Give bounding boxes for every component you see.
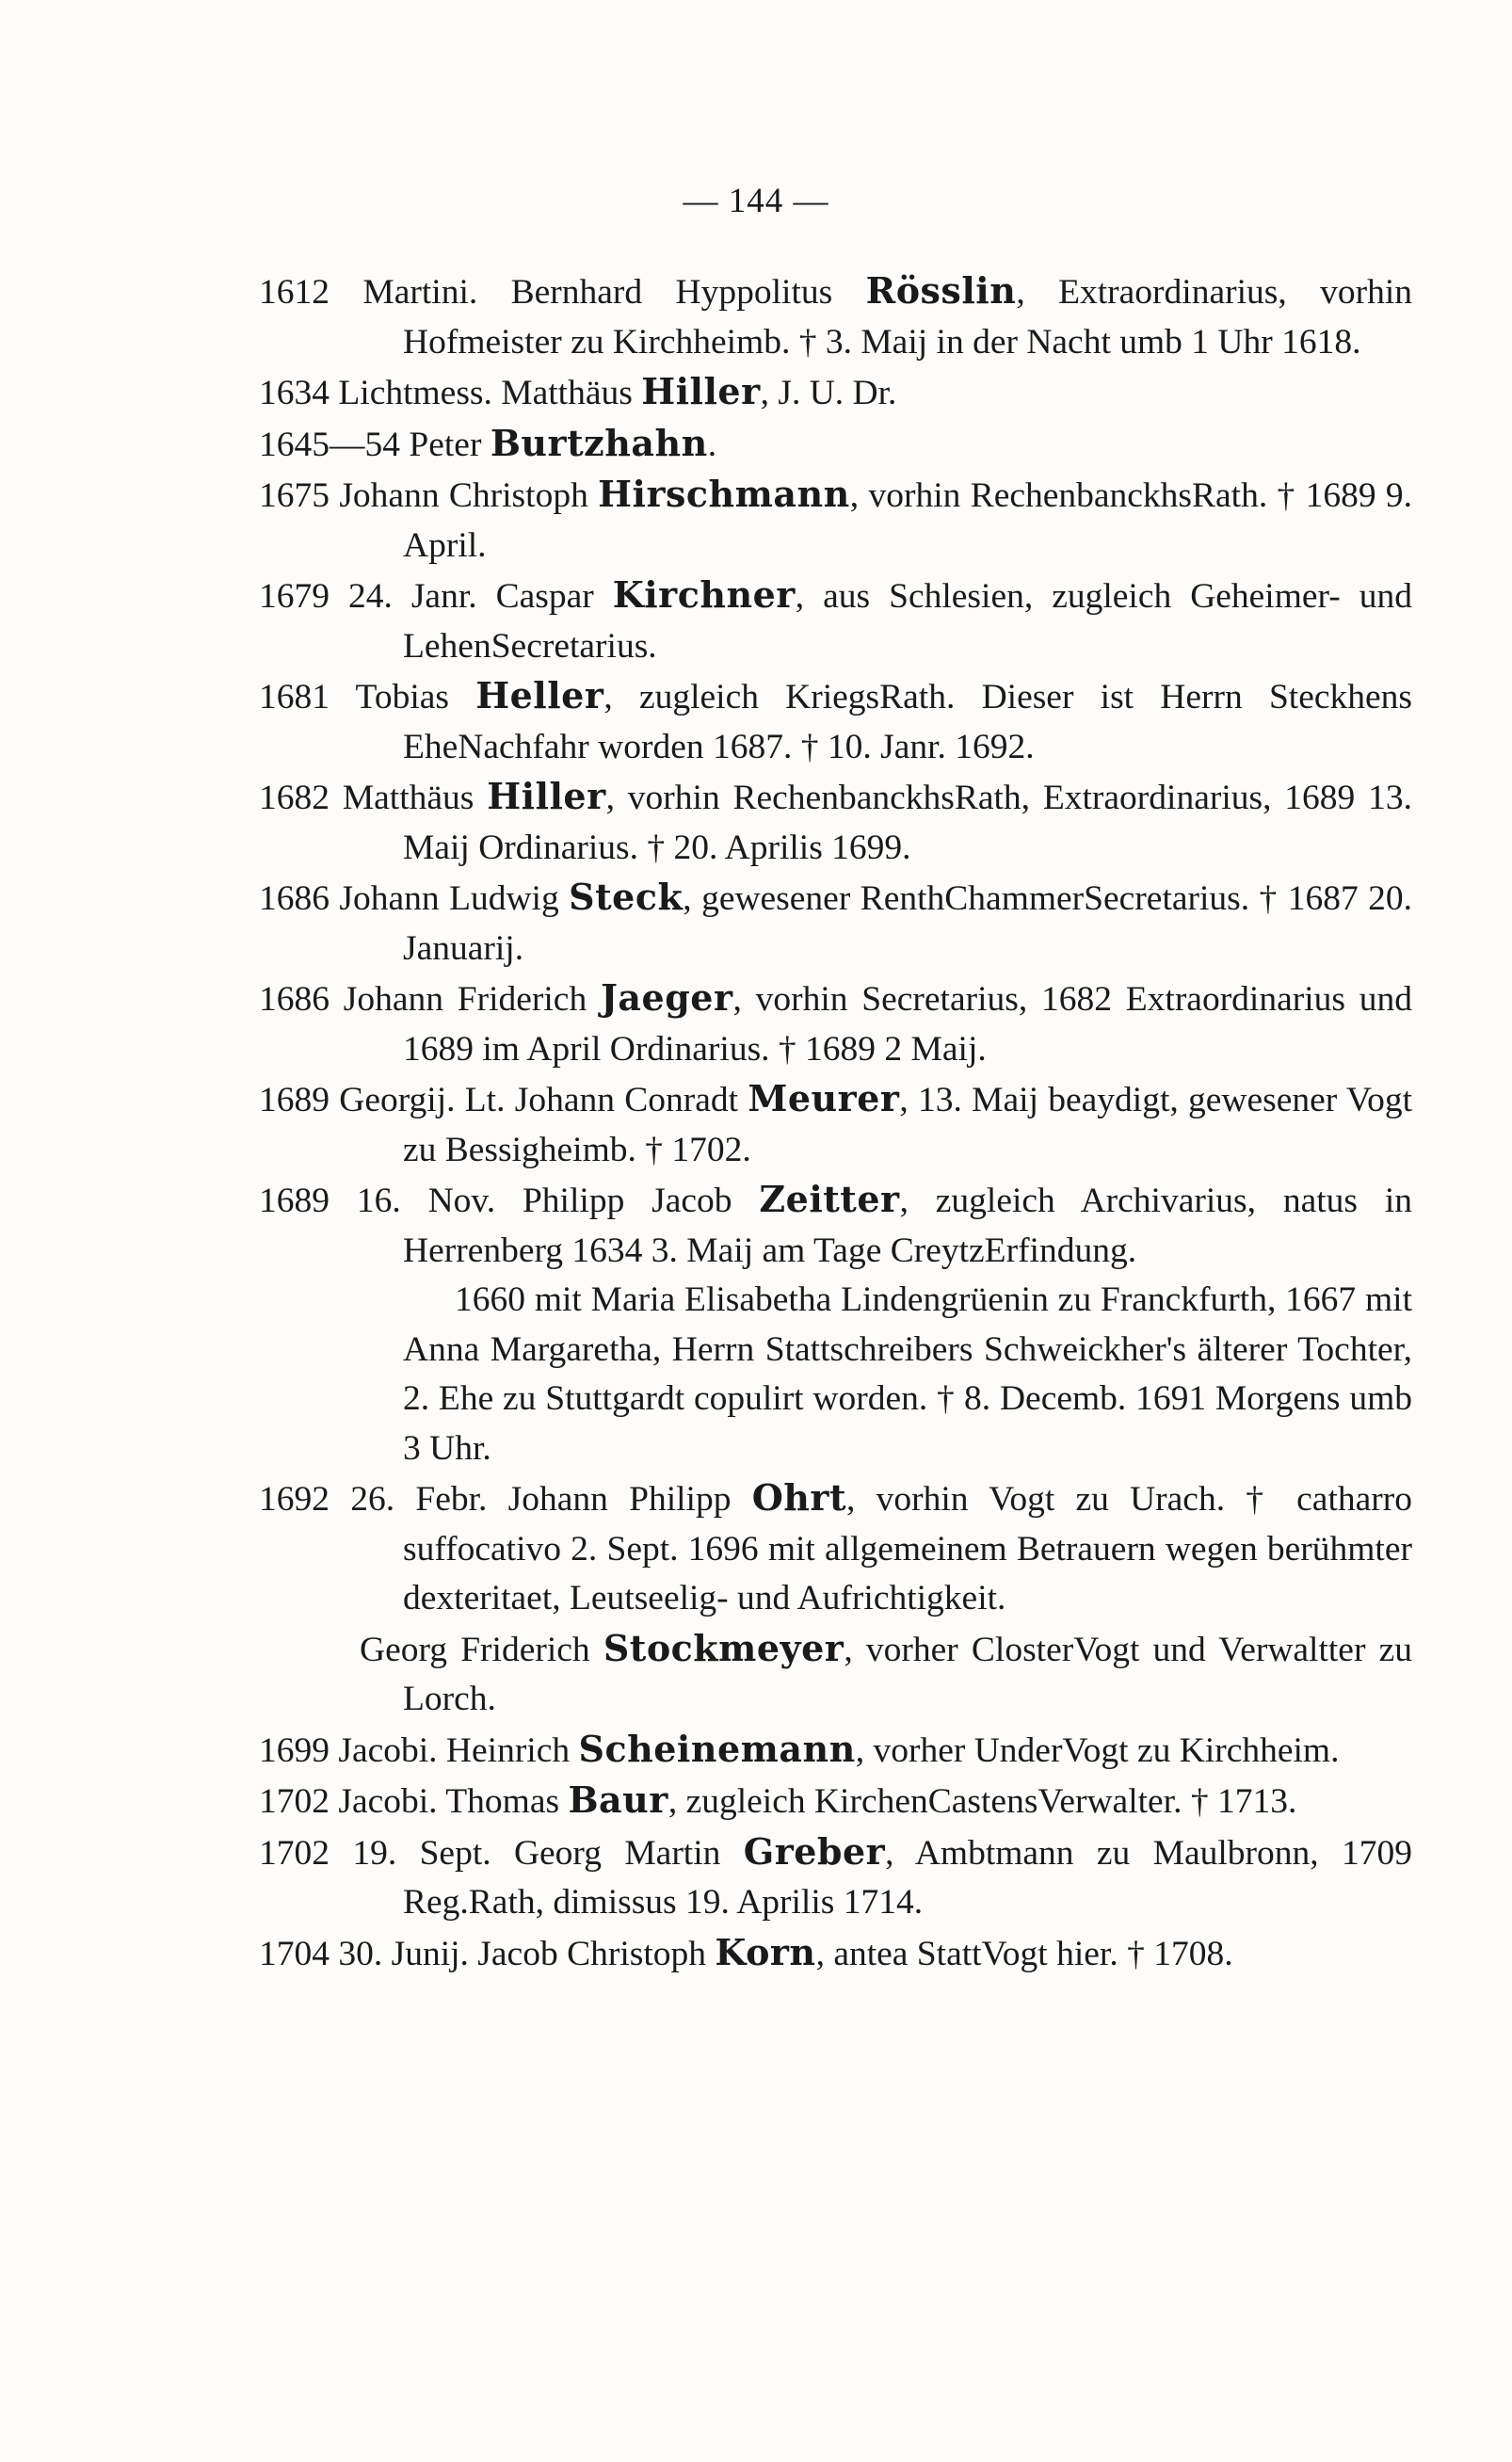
entry-text: , Ambtmann zu Maulbronn, 1709 Reg.Rath, dimissus 19. Aprilis 1714. [403,1833,1412,1922]
entry-text: Georg Friderich [360,1630,603,1669]
entry-name: Baur [568,1778,668,1821]
entry-text: , zugleich KriegsRath. Dieser ist Herrn Steckhens EheNachfahr worden 1687. † 10. Janr. 1692. [403,678,1412,766]
entries-list [259,266,1412,1979]
entry-text: , antea StattVogt hier. † 1708. [815,1934,1233,1973]
entry-text: 19. Sept. Georg Martin [352,1833,744,1873]
entry-text: , vorhin Secretarius, 1682 Extraordinarius und 1689 im April Ordinarius. † 1689 2 Maij. [403,980,1412,1069]
entry-text: , Extraordinarius, vorhin Hofmeister zu Kirchheimb. † 3. Maij in der Nacht umb 1 Uhr 1618. [403,273,1413,362]
list-item [259,571,1412,671]
entry-text: Peter [409,425,491,464]
entry-text: , zugleich Archivarius, natus in Herrenberg 1634 3. Maij am Tage CreytzErfindung. [403,1182,1413,1270]
entry-name: Heller [475,674,604,716]
list-item [259,1725,1412,1777]
entry-year: 1679 [259,577,348,616]
entry-year: 1699 [259,1730,339,1770]
entry-text: 24. Janr. Caspar [347,577,613,616]
entry-text: , zugleich KirchenCastensVerwalter. † 1713. [668,1782,1297,1821]
list-item-continuation [259,1276,1412,1473]
list-item [259,772,1412,873]
entry-name: Zeitter [759,1178,900,1220]
entry-text: 16. Nov. Philipp Jacob [356,1182,760,1220]
entry-name: Korn [715,1930,816,1973]
entry-year: 1681 [259,678,356,716]
entry-name: Jaeger [600,976,733,1019]
entry-year: 1689 [259,1081,340,1119]
entry-name: Scheinemann [578,1727,856,1770]
list-item [259,1175,1412,1276]
entry-text: , gewesener RenthChammerSecretarius. † 1687 20. Januarij. [403,879,1413,968]
entry-text: , vorhin RechenbanckhsRath. † 1689 9. April. [403,476,1413,565]
list-item [259,1074,1412,1175]
entry-text: , aus Schlesien, zugleich Geheimer- und LehenSecretarius. [403,577,1412,666]
list-item [259,1776,1412,1827]
entry-text: , J. U. Dr. [760,374,897,412]
entry-text: 26. Febr. Johann Philipp [350,1480,752,1519]
entry-year: 1645—54 [259,425,410,464]
entry-year: 1675 [259,476,340,515]
list-item [259,974,1412,1074]
entry-text: Johann Christoph [339,476,599,515]
entry-text: Tobias [355,678,476,716]
entry-text: . [707,425,717,464]
entry-year: 1704 [259,1934,339,1973]
list-item [259,266,1412,367]
entry-text: , vorher ClosterVogt und Verwaltter zu Lorch. [403,1630,1413,1718]
entry-text: Johann Friderich [343,980,601,1019]
entry-year: 1686 [259,879,340,918]
entry-name: Steck [569,876,684,918]
entry-name: Burtzhahn [490,421,708,464]
entry-text: Georgij. Lt. Johann Conradt [339,1081,748,1119]
entry-year: 1692 [259,1480,351,1519]
entry-year: 1702 [259,1833,353,1873]
entry-year: 1682 [259,779,343,817]
entry-name: Stockmeyer [603,1626,844,1669]
entry-name: Kirchner [612,573,796,616]
entry-name: Hirschmann [598,473,850,515]
entry-name: Hiller [487,775,606,817]
entry-text: 1660 mit Maria Elisabetha Lindengrüenin zu Franckfurth, 1667 mit Anna Margaretha, Herrn Stattschreibers Schweickher's älterer Tochter, 2. Ehe zu Stuttgardt copulirt worden. † 8. Decemb. 1691 Morgens umb 3 Uhr. [403,1280,1412,1468]
entry-text: , vorher UnderVogt zu Kirchheim. [855,1730,1340,1770]
list-item [259,873,1412,974]
entry-year: 1702 [259,1782,339,1821]
list-item [259,470,1412,571]
list-item [259,1473,1412,1624]
list-item [259,367,1412,419]
entry-text: Martini. Bernhard Hyppolitus [362,273,866,312]
list-item-sub [259,1624,1412,1725]
entry-text: Lichtmess. Matthäus [338,374,642,412]
list-item [259,419,1412,471]
entry-text: 30. Junij. Jacob Christoph [338,1934,716,1973]
page-number: — 144 — [683,182,829,220]
entry-text: Johann Ludwig [339,879,570,918]
entry-text: Jacobi. Heinrich [338,1730,579,1770]
entry-year: 1686 [259,980,344,1019]
list-item [259,1827,1412,1928]
entry-name: Rösslin [865,269,1017,312]
entry-text: Matthäus [342,779,488,817]
entry-text: , 13. Maij beaydigt, gewesener Vogt zu Bessigheimb. † 1702. [403,1081,1413,1169]
entry-year: 1689 [259,1182,357,1220]
entry-text: Jacobi. Thomas [338,1782,569,1821]
entry-name: Meurer [748,1077,900,1119]
list-item [259,1928,1412,1980]
entry-name: Greber [743,1829,886,1873]
entry-year: 1634 [259,374,339,412]
list-item [259,671,1412,772]
entry-year: 1612 [259,273,363,312]
entry-name: Hiller [641,370,761,412]
entry-text: , vorhin Vogt zu Urach. † catharro suffocativo 2. Sept. 1696 mit allgemeinem Betrauern wegen berühmter dexteritaet, Leutseelig- und Aufrichtigkeit. [403,1480,1412,1617]
entry-text: , vorhin RechenbanckhsRath, Extraordinarius, 1689 13. Maij Ordinarius. † 20. Aprilis 1699. [403,779,1412,867]
entry-name: Ohrt [751,1476,846,1519]
